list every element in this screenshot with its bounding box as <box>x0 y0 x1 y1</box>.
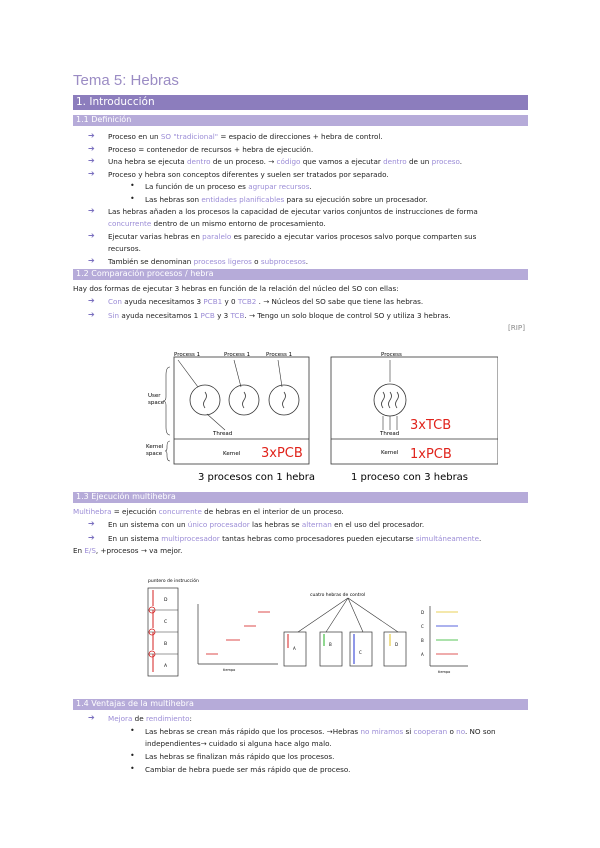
letter: A <box>421 652 424 657</box>
subsection-heading <box>73 115 528 126</box>
text-segment: En un sistema <box>108 533 162 543</box>
list-item <box>108 207 563 217</box>
text-segment: es parecido a ejecutar varios procesos salvo porque comparten sus <box>231 232 477 241</box>
thread-label: Thread <box>213 431 233 437</box>
list-item <box>108 145 563 155</box>
text-segment: Proceso = contenedor de recursos + hebra de ejecución. <box>108 144 314 154</box>
text-segment: También se denominan <box>108 257 194 266</box>
letter: A <box>164 664 168 669</box>
time-axis-label: tiempo <box>223 668 236 672</box>
list-item <box>108 257 563 267</box>
text-segment: tantas hebras como procesadores pueden ejecutarse <box>219 533 416 543</box>
kernel-label: Kernel <box>381 450 399 456</box>
brace <box>163 367 170 435</box>
highlight-text: rendimiento <box>145 714 190 723</box>
section-heading-text: 1. Introducción <box>76 96 155 108</box>
text-segment: o <box>447 727 457 736</box>
text-segment: Cambiar de hebra puede ser más rápido que de proceso. <box>145 765 351 774</box>
subsection-heading <box>73 699 528 710</box>
text-segment: si <box>403 727 414 736</box>
subsection-heading-text: 1.4 Ventajas de la multihebra <box>76 699 194 708</box>
list-item <box>145 195 600 205</box>
list-item <box>108 297 563 307</box>
letter: C <box>164 620 168 625</box>
user-space-label: User space <box>148 393 165 406</box>
highlight-text: SO "tradicional" <box>160 132 219 141</box>
arrow-bullet-icon: ➔ <box>88 156 95 165</box>
thread-squiggle <box>396 392 399 408</box>
text-segment: . → Núcleos del SO sabe que tiene las hebras. <box>256 297 424 306</box>
list-item <box>108 534 563 544</box>
list-item <box>108 311 563 321</box>
text-segment: de un proceso. → <box>210 157 277 166</box>
kernel-space-label: Kernel space <box>146 444 164 457</box>
highlight-text: proceso <box>431 157 460 166</box>
highlight-text: código <box>276 157 301 166</box>
page-title: Tema 5: Hebras <box>73 72 179 89</box>
list-item <box>145 765 600 775</box>
text-segment: , +procesos → va mejor. <box>95 546 183 555</box>
arrow-bullet-icon: ➔ <box>88 168 95 178</box>
arrow-bullet-icon: ➔ <box>88 309 95 319</box>
process-thread-figure <box>138 342 498 492</box>
kernel-label: Kernel <box>223 451 241 457</box>
text-segment: de <box>132 714 146 723</box>
bullet-dot-icon: • <box>130 193 135 203</box>
thread-squiggle <box>382 392 385 408</box>
right-red-annotation-top: 3xTCB <box>410 418 452 433</box>
text-segment: Las hebras son <box>145 194 202 204</box>
paragraph: Hay dos formas de ejecutar 3 hebras en función de la relación del núcleo del SO con ellas: <box>73 284 399 293</box>
text-segment: Una hebra se ejecuta <box>108 157 187 166</box>
paragraph <box>73 507 528 517</box>
highlight-text: subprocesos <box>260 257 306 266</box>
list-item <box>145 752 600 762</box>
highlight-text: Multihebra <box>73 507 112 516</box>
text-segment: : <box>189 714 192 723</box>
list-item <box>108 244 563 254</box>
pointer-line <box>234 360 241 387</box>
letter: C <box>359 650 362 655</box>
text-segment: Las hebras se finalizan más rápido que los procesos. <box>145 752 335 761</box>
text-segment: o <box>251 257 261 266</box>
arrow-bullet-icon: ➔ <box>88 713 95 722</box>
highlight-text: paralelo <box>202 232 232 241</box>
list-item <box>145 182 600 192</box>
text-segment: Las hebras añaden a los procesos la capacidad de ejecutar varios conjuntos de instrucciones de forma <box>108 207 478 216</box>
highlight-text: único procesador <box>187 520 250 529</box>
text-segment: recursos. <box>108 244 141 253</box>
thread-box <box>384 632 406 666</box>
text-segment: dentro de un mismo entorno de procesamiento. <box>151 219 326 228</box>
text-segment: ayuda necesitamos 3 <box>121 297 204 306</box>
bullet-dot-icon: • <box>130 726 135 735</box>
bullet-dot-icon: • <box>130 764 135 773</box>
subsection-heading-text: 1.1 Definición <box>76 115 132 124</box>
arrow-bullet-icon: ➔ <box>88 143 95 153</box>
text-segment: ayuda necesitamos 1 <box>119 310 201 320</box>
subsection-heading <box>73 492 528 503</box>
text-segment: que vamos a ejecutar <box>300 157 384 166</box>
list-item <box>108 170 563 180</box>
arrow-bullet-icon: ➔ <box>88 131 95 140</box>
text-segment: independientes→ cuidado si alguna hace algo malo. <box>145 739 332 748</box>
text-segment: . → Tengo un solo bloque de control SO y utiliza 3 hebras. <box>244 310 451 320</box>
letter: B <box>329 642 332 647</box>
letter: D <box>164 598 168 603</box>
proc-label: Process <box>381 352 402 358</box>
proc-label: Process 1 <box>224 352 251 358</box>
text-segment: Las hebras se crean más rápido que los procesos. →Hebras <box>145 727 361 736</box>
highlight-text: simultáneamente <box>415 533 480 543</box>
letter: D <box>421 610 425 615</box>
bullet-dot-icon: • <box>130 751 135 760</box>
arrow-bullet-icon: ➔ <box>88 519 95 528</box>
highlight-text: TCB <box>230 310 245 320</box>
text-segment: para su ejecución sobre un procesador. <box>284 194 428 204</box>
left-red-annotation: 3xPCB <box>261 446 303 461</box>
highlight-text: no <box>456 727 465 736</box>
text-segment: y 3 <box>214 310 231 320</box>
pointer-line <box>278 360 282 387</box>
highlight-text: multiprocesador <box>161 533 220 543</box>
highlight-text: PCB1 <box>203 297 223 306</box>
arrow-bullet-icon: ➔ <box>88 296 95 305</box>
arrow-bullet-icon: ➔ <box>88 256 95 265</box>
text-segment: y 0 <box>222 297 238 306</box>
list-item <box>108 520 563 530</box>
text-segment: de hebras en el interior de un proceso. <box>201 507 344 516</box>
highlight-text: no miramos <box>360 727 404 736</box>
right-red-annotation-bottom: 1xPCB <box>410 447 452 462</box>
list-item <box>108 714 563 724</box>
text-segment: . <box>479 533 482 543</box>
pointer-line <box>207 414 225 430</box>
thread-squiggle <box>204 392 207 408</box>
text-segment: La función de un proceso es <box>145 182 249 191</box>
highlight-text: alternan <box>301 520 332 529</box>
highlight-text: dentro <box>187 157 211 166</box>
thread-box <box>320 632 342 666</box>
highlight-text: concurrente <box>108 219 152 228</box>
list-item <box>108 232 563 242</box>
highlight-text: concurrente <box>158 507 202 516</box>
list-item <box>145 739 600 749</box>
list-item <box>108 157 563 167</box>
thread-squiggle <box>389 392 392 408</box>
subsection-heading-text: 1.3 Ejecución multihebra <box>76 492 176 501</box>
text-segment: . NO son <box>464 727 496 736</box>
text-segment: En un sistema con un <box>108 520 188 529</box>
text-segment: de un <box>406 157 432 166</box>
text-segment: en el uso del procesador. <box>331 520 425 529</box>
section-heading <box>73 95 528 110</box>
list-item <box>108 219 563 229</box>
thread-squiggle <box>283 392 286 408</box>
highlight-text: Con <box>108 297 122 306</box>
letter: B <box>421 638 424 643</box>
text-segment: En <box>73 546 85 555</box>
highlight-text: dentro <box>383 157 407 166</box>
letter: B <box>164 642 168 647</box>
text-segment: las hebras se <box>249 520 302 529</box>
letter: D <box>395 642 399 647</box>
instruction-pointer-label: puntero de instrucción <box>148 579 199 584</box>
right-caption: 1 proceso con 3 hebras <box>351 472 469 483</box>
arrow-bullet-icon: ➔ <box>88 206 95 215</box>
pointer-line <box>178 360 198 387</box>
multithread-execution-figure <box>138 576 538 688</box>
letter: A <box>293 646 296 651</box>
text-segment: . <box>459 157 463 166</box>
highlight-text: cooperan <box>413 727 448 736</box>
text-segment: = espacio de direcciones + hebra de control. <box>218 132 383 141</box>
reference-tag: [RIP] <box>508 323 526 332</box>
text-segment: Proceso en un <box>108 132 161 141</box>
highlight-text: PCB <box>200 310 215 320</box>
thread-label: Thread <box>380 431 400 437</box>
text-segment: Proceso y hebra son conceptos diferentes y suelen ser tratados por separado. <box>108 169 389 179</box>
left-caption: 3 procesos con 1 hebra <box>198 472 316 483</box>
arrow-bullet-icon: ➔ <box>88 532 95 542</box>
brace <box>165 441 170 461</box>
text-segment: Ejecutar varias hebras en <box>108 232 203 241</box>
text-segment: = ejecución <box>111 507 159 516</box>
subsection-heading-text: 1.2 Comparación procesos / hebra <box>76 269 214 278</box>
thread-box <box>350 632 372 666</box>
letter: C <box>421 624 424 629</box>
highlight-text: Mejora <box>108 714 133 723</box>
threads-label: cuatro hebras de control <box>310 593 366 598</box>
list-item <box>108 132 563 142</box>
time-axis-label: tiempo <box>438 670 451 674</box>
highlight-text: E/S <box>84 546 96 555</box>
paragraph <box>73 546 528 556</box>
thread-squiggle <box>243 392 246 408</box>
highlight-text: TCB2 <box>237 297 257 306</box>
text-segment: . <box>305 257 309 266</box>
text-segment: . <box>309 182 312 191</box>
subsection-heading <box>73 269 528 280</box>
arrow-bullet-icon: ➔ <box>88 231 95 240</box>
highlight-text: agrupar recursos <box>248 182 310 191</box>
list-item <box>145 727 600 737</box>
proc-label: Process 1 <box>174 352 201 358</box>
highlight-text: procesos ligeros <box>193 257 252 266</box>
proc-label: Process 1 <box>266 352 293 358</box>
bullet-dot-icon: • <box>130 181 135 190</box>
highlight-text: entidades planificables <box>201 194 285 204</box>
highlight-text: Sin <box>108 310 120 320</box>
